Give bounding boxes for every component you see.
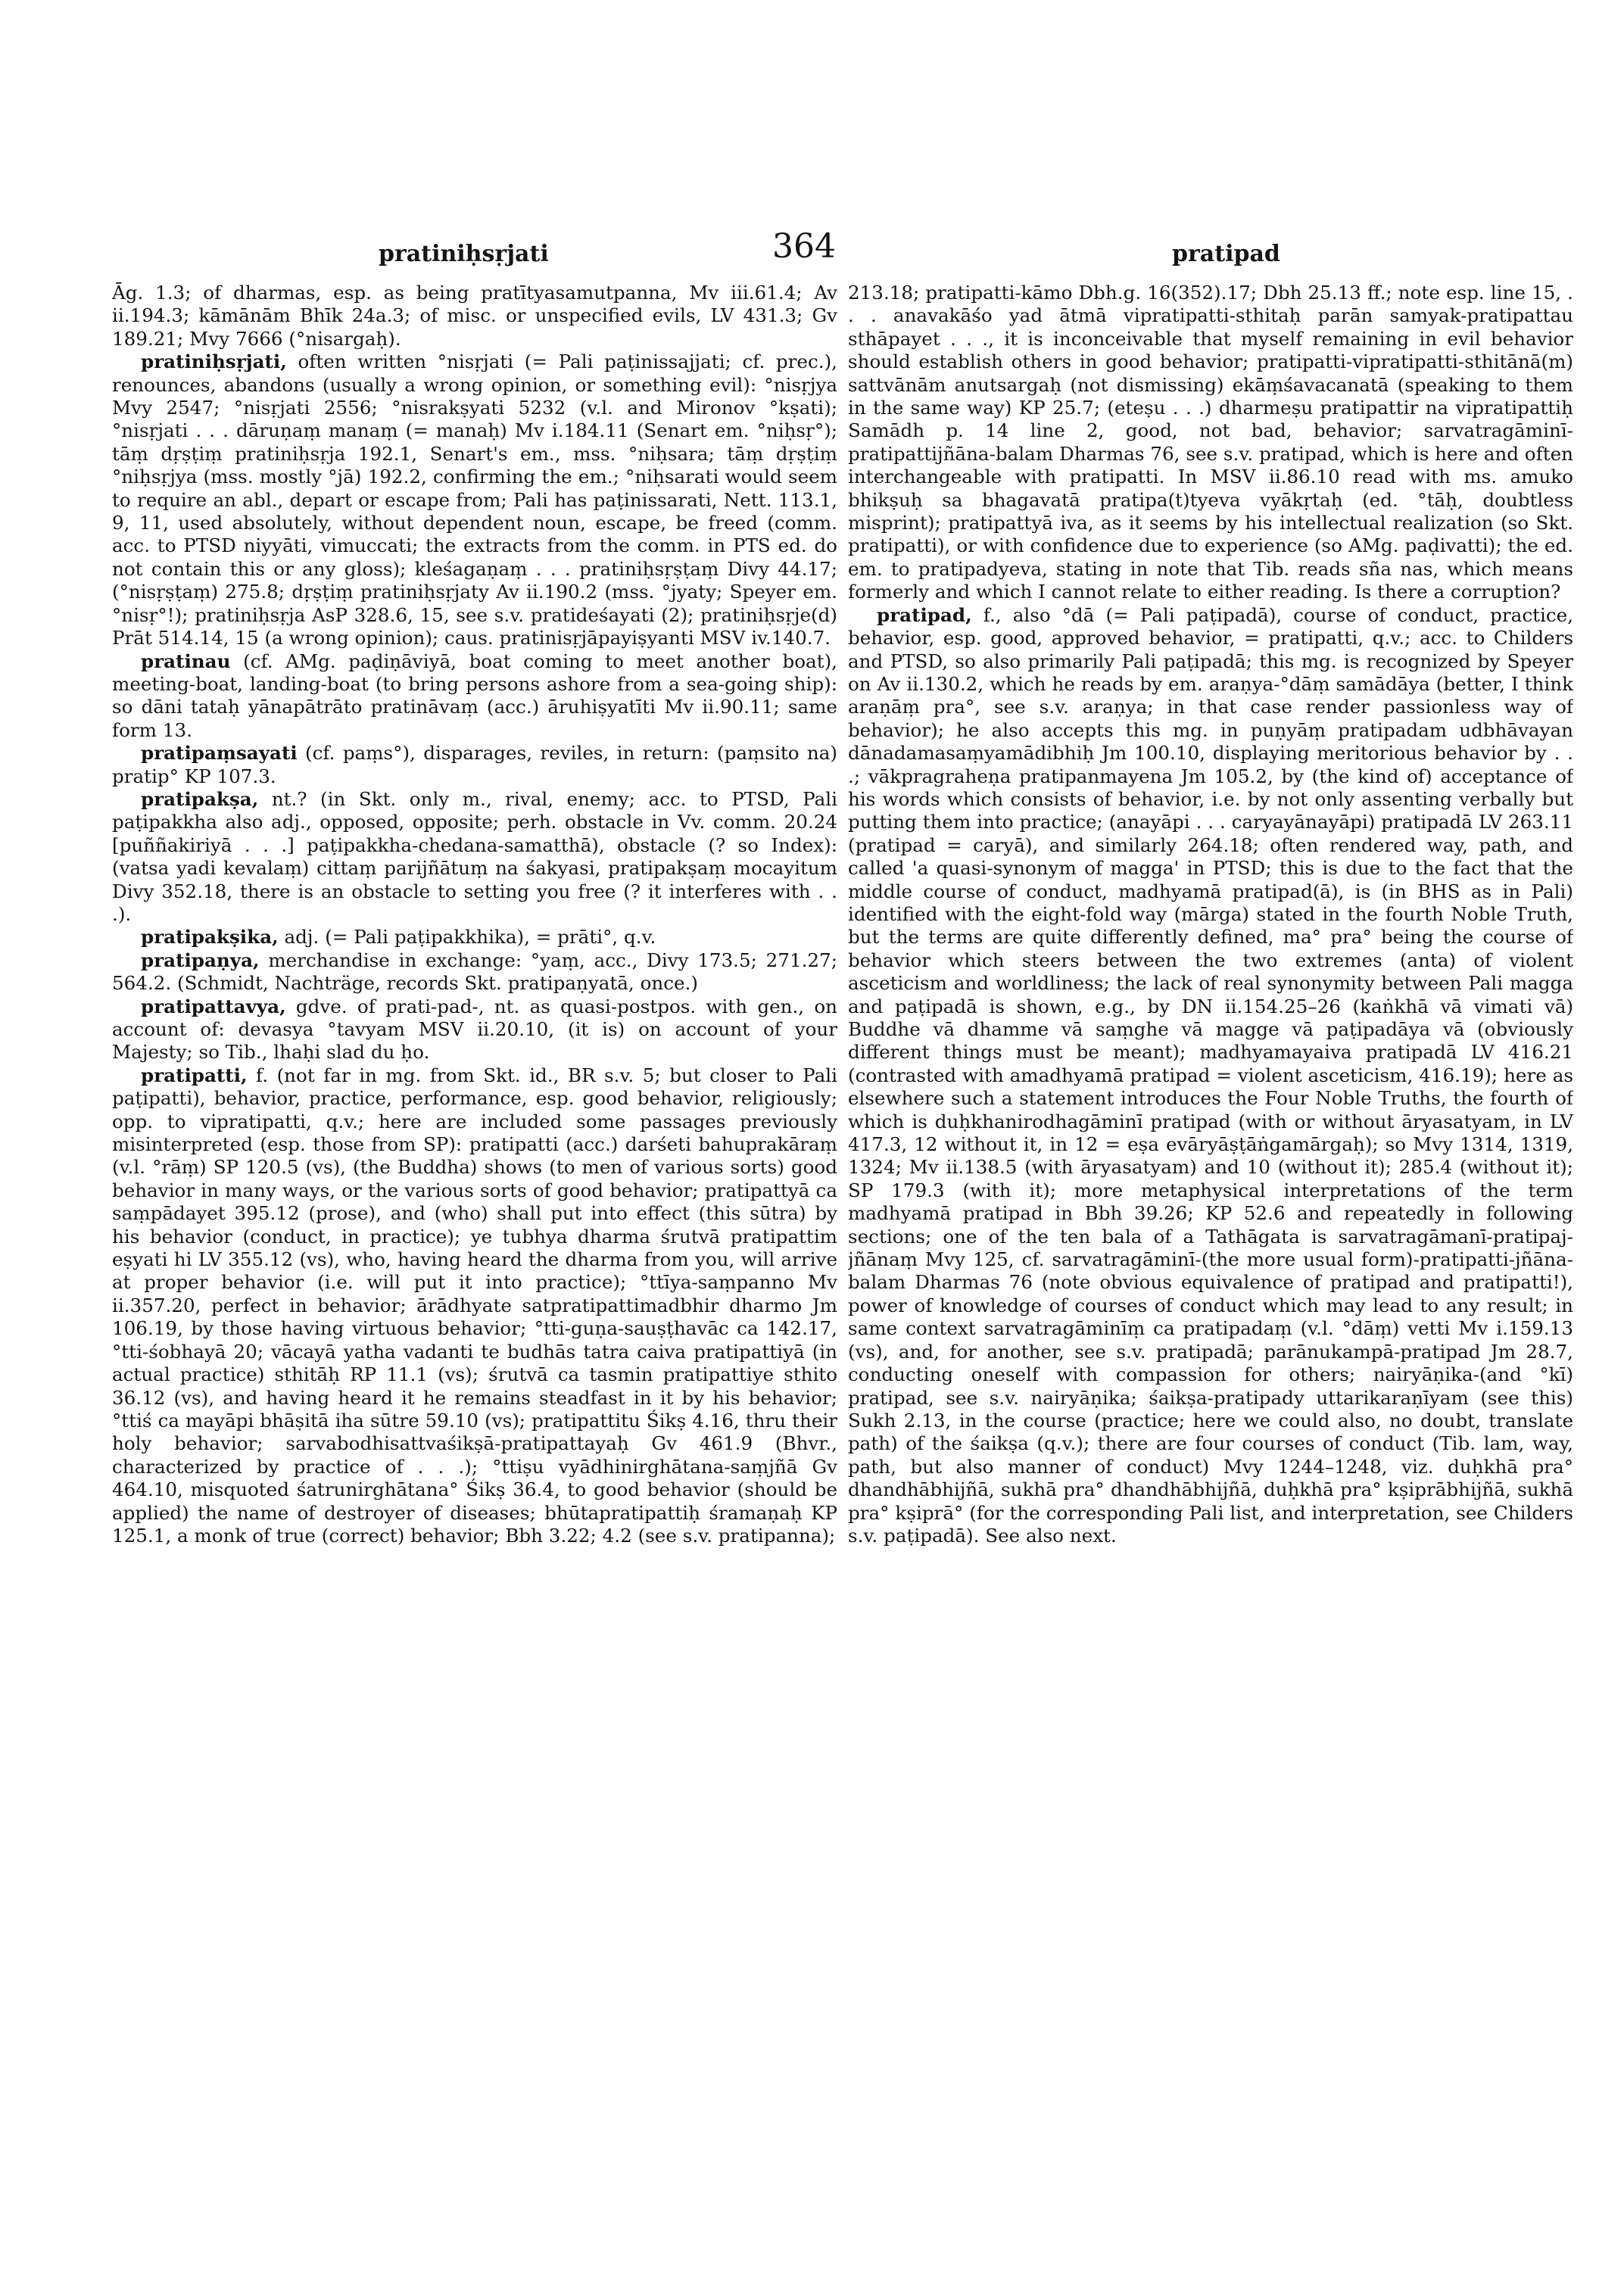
right-guide-word: pratipad (1172, 241, 1280, 267)
entry-pratipatti: pratipatti, f. (not far in mg. from Skt. id., BR s.v. 5; but closer to Pali paṭipatti), behavior, practice, performance, esp. good behavior, religiously; opp. to vipratipatti, q.v.; here are included some passages previously misinterpreted (esp. those from SP): pratipatti (acc.) darśeti bahuprakāraṃ (v.l. °rāṃ) SP 120.5 (vs), (the Buddha) shows (to men of various sorts) good behavior in many ways, or the various sorts of good behavior; pratipattyā ca saṃpādayet 395.12 (prose), and (who) shall put into effect (this sūtra) by his behavior (conduct, in practice); ye tubhya dharma śrutvā pratipattim eṣyati hi LV 355.12 (vs), who, having heard the dharma from you, will arrive at proper behavior (i.e. will put it into practice); °ttīya-saṃpanno Mv ii.357.20, perfect in behavior; ārādhyate satpratipattimadbhir dharmo Jm 106.19, by those having virtuous behavior; °tti-guṇa-sauṣṭhavāc ca 142.17, °tti-śobhayā 20; vācayā yatha vadanti te budhās tatra caiva pratipattiyā (in actual practice) sthitāḥ RP 11.1 (vs); śrutvā ca tasmin pratipattiye sthito 36.12 (vs), and having heard it he remains steadfast in it by his behavior; °ttiś ca mayāpi bhāṣitā iha sūtre 59.10 (vs); pratipattitu Śikṣ 4.16, thru their holy behavior; sarvabodhisattvaśikṣā-pratipattayaḥ Gv 461.9 (Bhvr., characterized by practice of . . .); °ttiṣu vyādhinirghātana-saṃjñā Gv 464.10, misquoted śatrunirghātana° Śikṣ 36.4, to good behavior (should be applied) the name of destroyer of diseases; bhūtapratipattiḥ śramaṇaḥ KP 125.1, a monk of true (correct) behavior; Bbh 3.22; 4.2 (see s.v. pratipanna); (112, 1064, 837, 1547)
headword: pratipatti, (141, 1064, 248, 1086)
entry-pratipanya: pratipaṇya, merchandise in exchange: °yaṃ, acc., Divy 173.5; 271.27; 564.2. (Schmidt, Nachträge, records Skt. pratipaṇyatā, once.) (112, 949, 837, 995)
headword: pratipaṇya, (141, 949, 260, 971)
entry-pratinau: pratinau (cf. AMg. paḍiṇāviyā, boat coming to meet another boat), meeting-boat, landing-boat (to bring persons ashore from a sea-going ship): so dāni tataḥ yānapātrāto pratināvaṃ (acc.) āruhiṣyatīti Mv ii.90.11; same form 13. (112, 650, 837, 741)
headword: pratiniḥsṛjati, (141, 350, 287, 373)
headword: pratinau (141, 650, 231, 672)
left-guide-word: pratiniḥsṛjati (379, 241, 549, 267)
entry-pratipad: pratipad, f., also °dā (= Pali paṭipadā), course of conduct, practice, behavior, esp. good, approved behavior, = pratipatti, q.v.; acc. to Childers and PTSD, so also primarily Pali paṭipadā; this mg. is recognized by Speyer on Av ii.130.2, which he reads by em. araṇya-°dāṃ samādāya (better, I think araṇāṃ pra°, see s.v. araṇya; in that case render passionless way of behavior); he also accepts this mg. in puṇyāṃ pratipadam udbhāvayan dānadamasaṃyamādibhiḥ Jm 100.10, displaying meritorious behavior by . . .; vākpragraheṇa pratipanmayena Jm 105.2, by (the kind of) acceptance of his words which consists of behavior, i.e. by not only assenting verbally but putting them into practice; (anayāpi . . . caryayānayāpi) pratipadā LV 263.11 (pratipad = caryā), and similarly 264.18; often rendered way, path, and called 'a quasi-synonym of magga' in PTSD; this is due to the fact that the middle course of conduct, madhyamā pratipad(ā), is (in BHS as in Pali) identified with the eight-fold way (mārga) stated in the fourth Noble Truth, but the terms are quite differently defined, ma° pra° being the course of behavior which steers between the two extremes (anta) of violent asceticism and worldliness; the lack of real synonymity between Pali magga and paṭipadā is shown, e.g., by DN ii.154.25–26 (kaṅkhā vā vimati vā) Buddhe vā dhamme vā saṃghe vā magge vā paṭipadāya vā (obviously different things must be meant); madhyamayaiva pratipadā LV 416.21 (contrasted with amadhyamā pratipad = violent asceticism, 416.19); here as elsewhere such a statement introduces the Four Noble Truths, the fourth of which is duḥkhanirodhagāminī pratipad (with or without āryasatyam, in LV 417.3, 12 without it, in 12 = eṣa evāryāṣṭāṅgamārgaḥ); so Mvy 1314, 1319, 1324; Mv ii.138.5 (with āryasatyam) and 10 (without it); 285.4 (without it); SP 179.3 (with it); more metaphysical interpretations of the term madhyamā pratipad in Bbh 39.26; KP 52.6 and repeatedly in following sections; one of the ten bala of a Tathāgata is sarvatragāmanī-pratipaj-jñānaṃ Mvy 125, cf. sarvatragāminī-(the more usual form)-pratipatti-jñāna-balam Dharmas 76 (note obvious equivalence of pratipad and pratipatti!), power of knowledge of courses of conduct which may lead to any result; in same context sarvatragāminīṃ ca pratipadaṃ (v.l. °dāṃ) vetti Mv i.159.13 (vs), and, for another, see s.v. pratipadā; parānukampā-pratipad Jm 28.7, conducting oneself with compassion for others; nairyāṇika-(and °kī) pratipad, see s.v. nairyāṇika; śaikṣa-pratipady uttarikaraṇīyam (see this) Sukh 2.13, in the course (practice; here we could also, no doubt, translate path) of the śaikṣa (q.v.); there are four courses of conduct (Tib. lam, way, path, but also manner of conduct) Mvy 1244–1248, viz. duḥkhā pra° dhandhābhijñā, sukhā pra° dhandhābhijñā, duḥkhā pra° kṣiprābhijñā, sukhā pra° kṣiprā° (for the corresponding Pali list, and interpretation, see Childers s.v. paṭipadā). See also next. (848, 603, 1573, 1547)
page-header (0, 227, 1624, 280)
entry-pratipattavya: pratipattavya, gdve. of prati-pad-, nt. as quasi-postpos. with gen., on account of: devasya °tavyam MSV ii.20.10, (it is) on account of your Majesty; so Tib., lhaḥi slad du ḥo. (112, 995, 837, 1064)
headword: pratipaṃsayati (141, 742, 298, 765)
left-column (112, 282, 837, 2250)
right-column (848, 282, 1573, 2250)
headword: pratipattavya, (141, 995, 286, 1017)
entry-pratipamsayati: pratipaṃsayati (cf. paṃs°), disparages, reviles, in return: (paṃsito na) pratip° KP 107.3. (112, 742, 837, 787)
headword: pratipad, (877, 603, 972, 626)
entry-continuation: Āg. 1.3; of dharmas, esp. as being pratītyasamutpanna, Mv iii.61.4; Av ii.194.3; kāmānām Bhīk 24a.3; of misc. or unspecified evils, LV 431.3; Gv 189.21; Mvy 7666 (°nisargaḥ). (112, 282, 837, 350)
entry-continuation: 213.18; pratipatti-kāmo Dbh.g. 16(352).17; Dbh 25.13 ff.; note esp. line 15, . . . anavakāśo yad ātmā vipratipatti-sthitaḥ parān samyak-pratipattau sthāpayet . . ., it is inconceivable that myself remaining in evil behavior should establish others in good behavior; pratipatti-vipratipatti-sthitānā(m) sattvānām anutsargaḥ (not dismissing) ekāṃśavacanatā (speaking to them in the same way) KP 25.7; (eteṣu . . .) dharmeṣu pratipattir na vipratipattiḥ Samādh p. 14 line 2, good, not bad, behavior; sarvatragāminī-pratipattijñāna-balam Dharmas 76, see s.v. pratipad, which is here and often interchangeable with pratipatti. In MSV ii.86.10 read with ms. amuko bhikṣuḥ sa bhagavatā pratipa(t)tyeva vyākṛtaḥ (ed. °tāḥ, doubtless misprint); pratipattyā iva, as it seems by his intellectual realization (so Skt. pratipatti), or with confidence due to experience (so AMg. paḍivatti); the ed. em. to pratipadyeva, stating in note that Tib. reads sña nas, which means formerly and which I cannot relate to either reading. Is there a corruption? (848, 282, 1573, 603)
headword: pratipakṣika, (141, 926, 279, 949)
headword: pratipakṣa, (141, 787, 259, 810)
page-number: 364 (772, 227, 836, 266)
entry-pratipaksika: pratipakṣika, adj. (= Pali paṭipakkhika), = prāti°, q.v. (141, 926, 656, 949)
entry-pratipaksa: pratipakṣa, nt.? (in Skt. only m., rival, enemy; acc. to PTSD, Pali paṭipakkha also adj., opposed, opposite; perh. obstacle in Vv. comm. 20.24 [puññakiriyā . . .] paṭipakkha-chedana-samatthā), obstacle (? so Index): (vatsa yadi kevalaṃ) cittaṃ parijñātuṃ na śakyasi, pratipakṣaṃ mocayitum Divy 352.18, there is an obstacle to setting you free (? it interferes with . . .). (112, 787, 837, 925)
entry-pratinihsrjati: pratiniḥsṛjati, often written °nisṛjati (= Pali paṭinissajjati; cf. prec.), renounces, abandons (usually a wrong opinion, or something evil): °nisṛjya Mvy 2547; °nisṛjati 2556; °nisrakṣyati 5232 (v.l. and Mironov °kṣati); °nisṛjati . . . dāruṇaṃ manaṃ (= manaḥ) Mv i.184.11 (Senart em. °niḥsṛ°); tāṃ dṛṣṭiṃ pratiniḥsṛja 192.1, Senart's em., mss. °niḥsara; tāṃ dṛṣṭiṃ °niḥsṛjya (mss. mostly °jā) 192.2, confirming the em.; °niḥsarati would seem to require an abl., depart or escape from; Pali has paṭinissarati, Nett. 113.1, 9, 11, used absolutely, without dependent noun, escape, be freed (comm. acc. to PTSD niyyāti, vimuccati; the extracts from the comm. in PTS ed. do not contain this or any gloss); kleśagaṇaṃ . . . pratiniḥsṛṣṭaṃ Divy 44.17; (°nisṛṣṭaṃ) 275.8; dṛṣṭiṃ pratiniḥsṛjaty Av ii.190.2 (mss. °jyaty; Speyer em. °nisṛ°!); pratiniḥsṛja AsP 328.6, 15, see s.v. pratideśayati (2); pratiniḥsṛje(d) Prāt 514.14, 15 (a wrong opinion); caus. pratinisṛjāpayiṣyanti MSV iv.140.7. (112, 350, 837, 650)
